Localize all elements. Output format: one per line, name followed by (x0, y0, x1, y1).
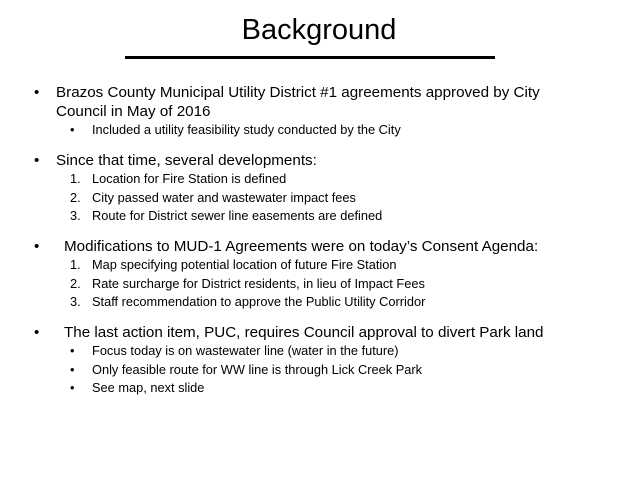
bullet-text: The last action item, PUC, requires Council approval to divert Park land (64, 323, 544, 341)
sub-bullet-item (0, 379, 638, 398)
numbered-marker: 1. (70, 171, 81, 186)
numbered-item (0, 189, 638, 208)
sub-bullet-text: Focus today is on wastewater line (water in the future) (92, 343, 399, 358)
sub-bullet-marker: • (70, 380, 75, 395)
numbered-marker: 2. (70, 189, 81, 205)
bullet-text-line-1: Brazos County Municipal Utility District #1 agreements approved by City (56, 84, 540, 101)
numbered-text: Map specifying potential location of future Fire Station (92, 257, 397, 272)
numbered-text: Location for Fire Station is defined (92, 171, 287, 186)
sub-bullet-text: See map, next slide (92, 380, 205, 395)
bullet-marker: • (34, 323, 40, 341)
sub-bullet-marker: • (70, 343, 75, 358)
numbered-marker: 3. (70, 208, 81, 223)
numbered-marker: 3. (70, 294, 81, 309)
sub-bullet-item (0, 342, 638, 361)
slide-title: Background (241, 14, 397, 46)
numbered-text: Rate surcharge for District residents, in lieu of Impact Fees (92, 275, 425, 291)
sub-bullet-item (0, 121, 638, 140)
numbered-text: Staff recommendation to approve the Public Utility Corridor (92, 294, 426, 309)
sub-bullet-text: Only feasible route for WW line is through Lick Creek Park (92, 361, 423, 377)
bullet-list (0, 84, 638, 398)
sub-bullet-item (0, 361, 638, 380)
numbered-text: Route for District sewer line easements are defined (92, 208, 383, 223)
bullet-marker: • (34, 151, 40, 169)
sub-bullet-text: Included a utility feasibility study conducted by the City (92, 122, 401, 137)
numbered-item (0, 207, 638, 226)
bullet-text: Modifications to MUD-1 Agreements were on today’s Consent Agenda: (64, 237, 539, 255)
sub-bullet-marker: • (70, 361, 75, 377)
bullet-text-line-2: Council in May of 2016 (56, 102, 211, 120)
bullet-marker: • (34, 84, 40, 101)
numbered-marker: 2. (70, 275, 81, 291)
numbered-item (0, 170, 638, 189)
sub-bullet-marker: • (70, 122, 75, 137)
bullet-item-modifications (0, 238, 638, 257)
numbered-item (0, 256, 638, 275)
numbered-item (0, 275, 638, 294)
numbered-marker: 1. (70, 257, 81, 272)
numbered-text: City passed water and wastewater impact fees (92, 189, 356, 205)
bullet-item-mud-agreements (0, 84, 638, 121)
bullet-text: Since that time, several developments: (56, 151, 317, 169)
title-underline (125, 56, 495, 59)
bullet-item-park-land (0, 324, 638, 343)
numbered-item (0, 293, 638, 312)
bullet-marker: • (34, 237, 40, 255)
bullet-item-developments (0, 152, 638, 171)
